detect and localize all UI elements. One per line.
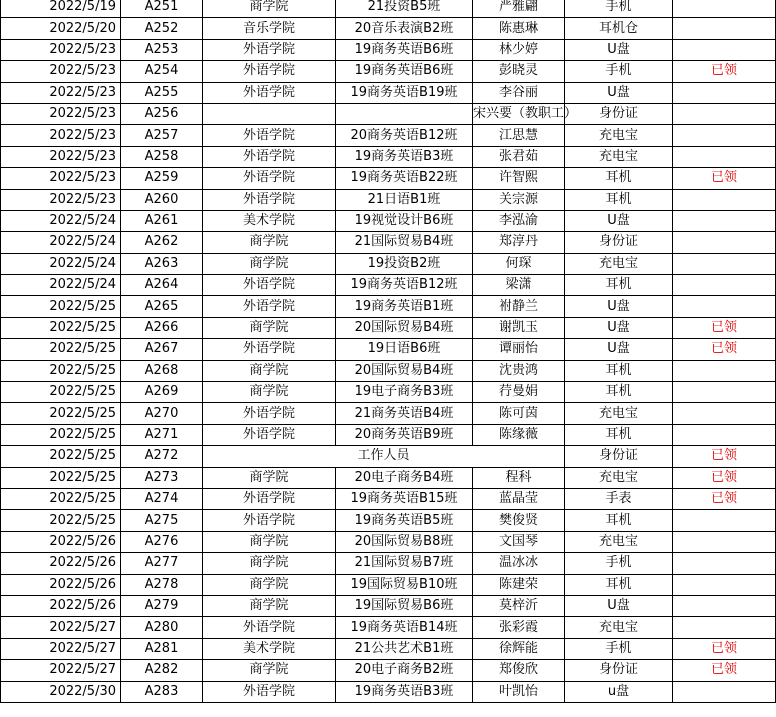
status-cell[interactable]: 已领: [673, 446, 776, 467]
college-cell[interactable]: 外语学院: [203, 339, 336, 360]
class-cell[interactable]: 20音乐表演B2班: [336, 18, 473, 39]
name-cell[interactable]: 严雅翩: [473, 0, 565, 18]
code-cell[interactable]: A255: [121, 82, 203, 103]
item-cell[interactable]: 耳机仓: [565, 18, 673, 39]
name-cell[interactable]: 彭晓灵: [473, 61, 565, 82]
table-row: [1, 210, 776, 231]
item-cell[interactable]: U盘: [565, 296, 673, 317]
class-cell[interactable]: 19日语B6班: [336, 339, 473, 360]
date-cell[interactable]: 2022/5/23: [1, 168, 121, 189]
college-cell[interactable]: 外语学院: [203, 146, 336, 167]
name-cell[interactable]: 李谷丽: [473, 82, 565, 103]
table-row: [1, 403, 776, 424]
class-cell[interactable]: 19商务英语B3班: [336, 146, 473, 167]
table-row: [1, 103, 776, 124]
date-cell[interactable]: 2022/5/23: [1, 125, 121, 146]
class-cell[interactable]: 19视觉设计B6班: [336, 210, 473, 231]
college-cell[interactable]: 商学院: [203, 660, 336, 681]
table-row: [1, 446, 776, 467]
code-cell[interactable]: A267: [121, 339, 203, 360]
table-row: [1, 189, 776, 210]
item-cell[interactable]: 耳机: [565, 510, 673, 531]
item-cell[interactable]: 充电宝: [565, 403, 673, 424]
date-cell[interactable]: 2022/5/25: [1, 296, 121, 317]
status-cell[interactable]: 已领: [673, 488, 776, 509]
name-cell[interactable]: 陈可茵: [473, 403, 565, 424]
table-row: [1, 638, 776, 659]
status-cell[interactable]: [673, 531, 776, 552]
date-cell[interactable]: 2022/5/27: [1, 617, 121, 638]
table-row: [1, 125, 776, 146]
status-cell[interactable]: [673, 189, 776, 210]
name-cell[interactable]: 江思慧: [473, 125, 565, 146]
name-cell[interactable]: 文国琴: [473, 531, 565, 552]
class-cell[interactable]: 21商务英语B4班: [336, 403, 473, 424]
college-cell[interactable]: 商学院: [203, 595, 336, 616]
date-cell[interactable]: 2022/5/27: [1, 660, 121, 681]
name-cell[interactable]: 李泓渝: [473, 210, 565, 231]
college-cell[interactable]: 商学院: [203, 382, 336, 403]
name-cell[interactable]: 梁潇: [473, 275, 565, 296]
date-cell[interactable]: 2022/5/25: [1, 382, 121, 403]
table-row: [1, 553, 776, 574]
code-cell[interactable]: A277: [121, 553, 203, 574]
date-cell[interactable]: 2022/5/25: [1, 488, 121, 509]
name-cell[interactable]: 谭丽怡: [473, 339, 565, 360]
status-cell[interactable]: [673, 232, 776, 253]
status-cell[interactable]: [673, 275, 776, 296]
date-cell[interactable]: 2022/5/25: [1, 403, 121, 424]
code-cell[interactable]: A275: [121, 510, 203, 531]
date-cell[interactable]: 2022/5/24: [1, 253, 121, 274]
code-cell[interactable]: A270: [121, 403, 203, 424]
status-cell[interactable]: 已领: [673, 168, 776, 189]
table-row: [1, 253, 776, 274]
code-cell[interactable]: A259: [121, 168, 203, 189]
class-cell[interactable]: 19电子商务B3班: [336, 382, 473, 403]
class-cell[interactable]: 20国际贸易B8班: [336, 531, 473, 552]
code-cell[interactable]: A281: [121, 638, 203, 659]
status-cell[interactable]: [673, 510, 776, 531]
date-cell[interactable]: 2022/5/24: [1, 275, 121, 296]
table-row: [1, 339, 776, 360]
name-cell[interactable]: 陈建荣: [473, 574, 565, 595]
college-cell[interactable]: 外语学院: [203, 39, 336, 60]
item-cell[interactable]: 手机: [565, 638, 673, 659]
class-cell[interactable]: 20电子商务B2班: [336, 660, 473, 681]
status-cell[interactable]: [673, 403, 776, 424]
status-cell[interactable]: [673, 595, 776, 616]
name-cell[interactable]: 徐辉能: [473, 638, 565, 659]
code-cell[interactable]: A256: [121, 103, 203, 124]
college-cell[interactable]: [203, 103, 336, 124]
class-cell[interactable]: [336, 103, 473, 124]
date-cell[interactable]: 2022/5/25: [1, 317, 121, 338]
date-cell[interactable]: 2022/5/23: [1, 146, 121, 167]
name-cell[interactable]: 樊俊贤: [473, 510, 565, 531]
code-cell[interactable]: A282: [121, 660, 203, 681]
item-cell[interactable]: U盘: [565, 317, 673, 338]
code-cell[interactable]: A263: [121, 253, 203, 274]
college-cell[interactable]: 商学院: [203, 0, 336, 18]
college-cell[interactable]: 外语学院: [203, 189, 336, 210]
item-cell[interactable]: 耳机: [565, 382, 673, 403]
item-cell[interactable]: 手机: [565, 61, 673, 82]
college-cell[interactable]: 外语学院: [203, 617, 336, 638]
date-cell[interactable]: 2022/5/25: [1, 339, 121, 360]
date-cell[interactable]: 2022/5/20: [1, 18, 121, 39]
code-cell[interactable]: A278: [121, 574, 203, 595]
table-row: [1, 574, 776, 595]
item-cell[interactable]: 手机: [565, 553, 673, 574]
item-cell[interactable]: 耳机: [565, 360, 673, 381]
code-cell[interactable]: A261: [121, 210, 203, 231]
college-cell[interactable]: 外语学院: [203, 510, 336, 531]
college-cell[interactable]: 外语学院: [203, 296, 336, 317]
status-cell[interactable]: [673, 382, 776, 403]
college-cell[interactable]: 外语学院: [203, 61, 336, 82]
status-cell[interactable]: [673, 617, 776, 638]
college-cell[interactable]: 商学院: [203, 253, 336, 274]
table-row: [1, 168, 776, 189]
item-cell[interactable]: 充电宝: [565, 531, 673, 552]
table-row: [1, 296, 776, 317]
college-cell[interactable]: 商学院: [203, 360, 336, 381]
class-cell[interactable]: 19商务英语B1班: [336, 296, 473, 317]
college-cell[interactable]: 外语学院: [203, 424, 336, 445]
code-cell[interactable]: A253: [121, 39, 203, 60]
code-cell[interactable]: A252: [121, 18, 203, 39]
item-cell[interactable]: 充电宝: [565, 617, 673, 638]
table-row: [1, 39, 776, 60]
item-cell[interactable]: U盘: [565, 339, 673, 360]
code-cell[interactable]: A279: [121, 595, 203, 616]
name-cell[interactable]: 关宗源: [473, 189, 565, 210]
item-cell[interactable]: U盘: [565, 39, 673, 60]
date-cell[interactable]: 2022/5/26: [1, 531, 121, 552]
table-row: [1, 595, 776, 616]
date-cell[interactable]: 2022/5/24: [1, 232, 121, 253]
name-cell[interactable]: 宋兴要（教职工）: [473, 103, 565, 124]
date-cell[interactable]: 2022/5/23: [1, 39, 121, 60]
class-cell[interactable]: 20商务英语B12班: [336, 125, 473, 146]
name-cell[interactable]: 荇曼娟: [473, 382, 565, 403]
status-cell[interactable]: [673, 296, 776, 317]
status-cell[interactable]: [673, 424, 776, 445]
code-cell[interactable]: A280: [121, 617, 203, 638]
status-cell[interactable]: [673, 125, 776, 146]
college-cell[interactable]: 美术学院: [203, 638, 336, 659]
status-cell[interactable]: [673, 574, 776, 595]
class-cell[interactable]: 19商务英语B6班: [336, 61, 473, 82]
status-cell[interactable]: 已领: [673, 317, 776, 338]
item-cell[interactable]: 身份证: [565, 103, 673, 124]
table-row: [1, 82, 776, 103]
college-cell[interactable]: 商学院: [203, 531, 336, 552]
code-cell[interactable]: A262: [121, 232, 203, 253]
item-cell[interactable]: 充电宝: [565, 125, 673, 146]
date-cell[interactable]: 2022/5/23: [1, 103, 121, 124]
name-cell[interactable]: 郑俊欣: [473, 660, 565, 681]
status-cell[interactable]: 已领: [673, 467, 776, 488]
item-cell[interactable]: 耳机: [565, 189, 673, 210]
item-cell[interactable]: 充电宝: [565, 467, 673, 488]
item-cell[interactable]: U盘: [565, 595, 673, 616]
code-cell[interactable]: A257: [121, 125, 203, 146]
code-cell[interactable]: A274: [121, 488, 203, 509]
table-row: [1, 424, 776, 445]
code-cell[interactable]: A271: [121, 424, 203, 445]
status-cell[interactable]: 已领: [673, 339, 776, 360]
name-cell[interactable]: 叶凯怡: [473, 681, 565, 702]
college-cell[interactable]: 外语学院: [203, 681, 336, 702]
date-cell[interactable]: 2022/5/27: [1, 638, 121, 659]
class-cell[interactable]: 21国际贸易B7班: [336, 553, 473, 574]
college-cell[interactable]: 商学院: [203, 232, 336, 253]
class-cell[interactable]: 19商务英语B14班: [336, 617, 473, 638]
code-cell[interactable]: A258: [121, 146, 203, 167]
class-cell[interactable]: 19商务英语B6班: [336, 39, 473, 60]
name-cell[interactable]: 温冰冰: [473, 553, 565, 574]
class-cell[interactable]: 20国际贸易B4班: [336, 317, 473, 338]
class-cell[interactable]: 19投资B2班: [336, 253, 473, 274]
name-cell[interactable]: 沈贵鸿: [473, 360, 565, 381]
item-cell[interactable]: 耳机: [565, 275, 673, 296]
table-row: [1, 232, 776, 253]
status-cell[interactable]: [673, 681, 776, 702]
status-cell[interactable]: [673, 18, 776, 39]
college-cell[interactable]: 商学院: [203, 317, 336, 338]
college-cell[interactable]: 外语学院: [203, 82, 336, 103]
code-cell[interactable]: A272: [121, 446, 203, 467]
date-cell[interactable]: 2022/5/26: [1, 574, 121, 595]
item-cell[interactable]: 身份证: [565, 446, 673, 467]
class-cell[interactable]: 21日语B1班: [336, 189, 473, 210]
date-cell[interactable]: 2022/5/23: [1, 61, 121, 82]
code-cell[interactable]: A276: [121, 531, 203, 552]
college-cell[interactable]: 商学院: [203, 553, 336, 574]
table-row: [1, 360, 776, 381]
table-row: [1, 488, 776, 509]
college-cell[interactable]: 美术学院: [203, 210, 336, 231]
name-cell[interactable]: 陈惠琳: [473, 18, 565, 39]
code-cell[interactable]: A266: [121, 317, 203, 338]
name-cell[interactable]: 林少婷: [473, 39, 565, 60]
status-cell[interactable]: [673, 0, 776, 18]
item-cell[interactable]: U盘: [565, 82, 673, 103]
table-row: [1, 18, 776, 39]
status-cell[interactable]: [673, 253, 776, 274]
code-cell[interactable]: A264: [121, 275, 203, 296]
code-cell[interactable]: A269: [121, 382, 203, 403]
class-cell[interactable]: 19商务英语B15班: [336, 488, 473, 509]
date-cell[interactable]: 2022/5/30: [1, 681, 121, 702]
college-cell[interactable]: 外语学院: [203, 125, 336, 146]
class-cell[interactable]: 19商务英语B12班: [336, 275, 473, 296]
status-cell[interactable]: 已领: [673, 61, 776, 82]
class-cell[interactable]: 19国际贸易B10班: [336, 574, 473, 595]
item-cell[interactable]: U盘: [565, 210, 673, 231]
name-cell[interactable]: 许智熙: [473, 168, 565, 189]
item-cell[interactable]: 耳机: [565, 168, 673, 189]
code-cell[interactable]: A265: [121, 296, 203, 317]
date-cell[interactable]: 2022/5/25: [1, 424, 121, 445]
table-row: [1, 146, 776, 167]
date-cell[interactable]: 2022/5/25: [1, 446, 121, 467]
table-row: [1, 531, 776, 552]
code-cell[interactable]: A251: [121, 0, 203, 18]
item-cell[interactable]: 充电宝: [565, 146, 673, 167]
table-row: [1, 0, 776, 18]
class-cell[interactable]: 21投资B5班: [336, 0, 473, 18]
item-cell[interactable]: 耳机: [565, 424, 673, 445]
class-cell[interactable]: 20国际贸易B4班: [336, 360, 473, 381]
table-row: [1, 510, 776, 531]
date-cell[interactable]: 2022/5/25: [1, 467, 121, 488]
name-cell[interactable]: 何琛: [473, 253, 565, 274]
status-cell[interactable]: [673, 553, 776, 574]
class-cell[interactable]: 20商务英语B9班: [336, 424, 473, 445]
college-cell[interactable]: 商学院: [203, 467, 336, 488]
table-row: [1, 382, 776, 403]
table-row: [1, 61, 776, 82]
college-cell[interactable]: 外语学院: [203, 488, 336, 509]
date-cell[interactable]: 2022/5/26: [1, 553, 121, 574]
status-cell[interactable]: [673, 210, 776, 231]
college-cell[interactable]: 商学院: [203, 574, 336, 595]
item-cell[interactable]: 手表: [565, 488, 673, 509]
name-cell[interactable]: 祔静兰: [473, 296, 565, 317]
college-cell[interactable]: 音乐学院: [203, 18, 336, 39]
status-cell[interactable]: [673, 103, 776, 124]
item-cell[interactable]: u盘: [565, 681, 673, 702]
table-body: [1, 0, 776, 702]
status-cell[interactable]: [673, 82, 776, 103]
class-cell[interactable]: 19商务英语B3班: [336, 681, 473, 702]
college-cell[interactable]: 外语学院: [203, 403, 336, 424]
date-cell[interactable]: 2022/5/26: [1, 595, 121, 616]
name-cell[interactable]: 张君茹: [473, 146, 565, 167]
code-cell[interactable]: A283: [121, 681, 203, 702]
name-cell[interactable]: 陈缘薇: [473, 424, 565, 445]
date-cell[interactable]: 2022/5/23: [1, 82, 121, 103]
code-cell[interactable]: A268: [121, 360, 203, 381]
table-row: [1, 681, 776, 702]
class-cell[interactable]: 20电子商务B4班: [336, 467, 473, 488]
code-cell[interactable]: A260: [121, 189, 203, 210]
code-cell[interactable]: A273: [121, 467, 203, 488]
table-row: [1, 617, 776, 638]
class-cell[interactable]: 19商务英语B19班: [336, 82, 473, 103]
status-cell[interactable]: [673, 146, 776, 167]
name-cell[interactable]: 程科: [473, 467, 565, 488]
date-cell[interactable]: 2022/5/23: [1, 189, 121, 210]
item-cell[interactable]: 身份证: [565, 232, 673, 253]
status-cell[interactable]: [673, 39, 776, 60]
college-cell[interactable]: 外语学院: [203, 275, 336, 296]
class-cell[interactable]: 21公共艺术B1班: [336, 638, 473, 659]
item-cell[interactable]: 手机: [565, 0, 673, 18]
status-cell[interactable]: [673, 360, 776, 381]
code-cell[interactable]: A254: [121, 61, 203, 82]
name-cell[interactable]: 莫梓沂: [473, 595, 565, 616]
name-cell[interactable]: 蓝晶莹: [473, 488, 565, 509]
status-cell[interactable]: 已领: [673, 638, 776, 659]
date-cell[interactable]: 2022/5/24: [1, 210, 121, 231]
merged-cell[interactable]: 工作人员: [203, 446, 565, 467]
table-row: [1, 275, 776, 296]
class-cell[interactable]: 19国际贸易B6班: [336, 595, 473, 616]
table-row: [1, 467, 776, 488]
college-cell[interactable]: 外语学院: [203, 168, 336, 189]
item-cell[interactable]: 充电宝: [565, 253, 673, 274]
name-cell[interactable]: 谢凯玉: [473, 317, 565, 338]
status-cell[interactable]: 已领: [673, 660, 776, 681]
table-row: [1, 660, 776, 681]
class-cell[interactable]: 19商务英语B22班: [336, 168, 473, 189]
class-cell[interactable]: 19商务英语B5班: [336, 510, 473, 531]
item-cell[interactable]: 身份证: [565, 660, 673, 681]
date-cell[interactable]: 2022/5/25: [1, 510, 121, 531]
class-cell[interactable]: 21国际贸易B4班: [336, 232, 473, 253]
date-cell[interactable]: 2022/5/25: [1, 360, 121, 381]
date-cell[interactable]: 2022/5/19: [1, 0, 121, 18]
table-row: [1, 317, 776, 338]
name-cell[interactable]: 张彩霞: [473, 617, 565, 638]
name-cell[interactable]: 郑淳丹: [473, 232, 565, 253]
item-cell[interactable]: 耳机: [565, 574, 673, 595]
